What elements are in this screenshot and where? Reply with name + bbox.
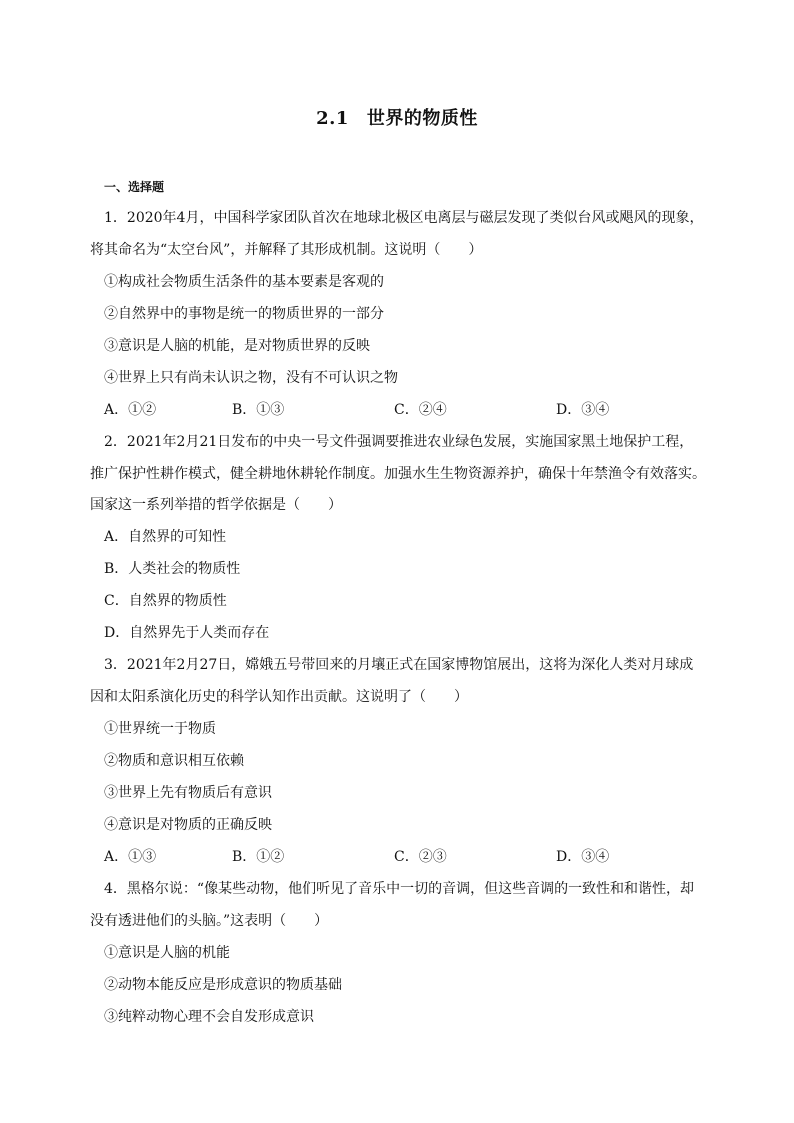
q1-option-c: C．②④ bbox=[394, 402, 447, 418]
q2-option-c: C．自然界的物质性 bbox=[104, 593, 227, 609]
q4-item: ②动物本能反应是形成意识的物质基础 bbox=[104, 977, 342, 993]
q3-stem-line1: 3．2021年2月27日，嫦娥五号带回来的月壤正式在国家博物馆展出，这将为深化人类对月球成 bbox=[104, 657, 694, 673]
q2-stem-line2: 推广保护性耕作模式，健全耕地休耕轮作制度。加强水生生物资源养护，确保十年禁渔令有效落实。 bbox=[90, 466, 706, 482]
q3-option-a: A．①③ bbox=[104, 849, 157, 865]
q2-option-d: D．自然界先于人类而存在 bbox=[104, 625, 270, 641]
q4-stem-line1: 4．黑格尔说：“像某些动物，他们听见了音乐中一切的音调，但这些音调的一致性和和谐性，却 bbox=[104, 881, 695, 897]
q3-option-c: C．②③ bbox=[394, 849, 447, 865]
q2-option-a: A．自然界的可知性 bbox=[104, 529, 227, 545]
q1-item: ①构成社会物质生活条件的基本要素是客观的 bbox=[104, 274, 384, 290]
q2-stem-line3: 国家这一系列举措的哲学依据是（ ） bbox=[90, 497, 342, 513]
q1-item: ④世界上只有尚未认识之物，没有不可认识之物 bbox=[104, 370, 398, 386]
q2-stem-line1: 2．2021年2月21日发布的中央一号文件强调要推进农业绿色发展，实施国家黑土地保护工程， bbox=[104, 434, 694, 450]
q4-item: ③纯粹动物心理不会自发形成意识 bbox=[104, 1009, 314, 1025]
title-number: 2.1 bbox=[316, 108, 349, 129]
q1-stem-line1: 1．2020年4月，中国科学家团队首次在地球北极区电离层与磁层发现了类似台风或飓风的现象， bbox=[104, 210, 704, 226]
q4-item: ①意识是人脑的机能 bbox=[104, 945, 230, 961]
q3-item: ③世界上先有物质后有意识 bbox=[104, 785, 272, 801]
section-heading: 一、选择题 bbox=[104, 180, 165, 194]
q3-stem-line2: 因和太阳系演化历史的科学认知作出贡献。这说明了（ ） bbox=[90, 689, 468, 705]
q3-option-b: B．①② bbox=[232, 849, 285, 865]
q1-item: ③意识是人脑的机能，是对物质世界的反映 bbox=[104, 338, 370, 354]
q4-stem-line2: 没有透进他们的头脑。”这表明（ ） bbox=[90, 913, 329, 929]
q1-option-b: B．①③ bbox=[232, 402, 285, 418]
page-title bbox=[0, 104, 794, 130]
q3-item: ①世界统一于物质 bbox=[104, 721, 216, 737]
q1-item: ②自然界中的事物是统一的物质世界的一部分 bbox=[104, 306, 384, 322]
q3-item: ②物质和意识相互依赖 bbox=[104, 753, 244, 769]
q1-option-d: D．③④ bbox=[556, 402, 610, 418]
q1-option-a: A．①② bbox=[104, 402, 157, 418]
q1-stem-line2: 将其命名为“太空台风”，并解释了其形成机制。这说明（ ） bbox=[90, 242, 483, 258]
title-text: 世界的物质性 bbox=[366, 108, 478, 129]
q2-option-b: B．人类社会的物质性 bbox=[104, 561, 241, 577]
q3-item: ④意识是对物质的正确反映 bbox=[104, 817, 272, 833]
q3-option-d: D．③④ bbox=[556, 849, 610, 865]
